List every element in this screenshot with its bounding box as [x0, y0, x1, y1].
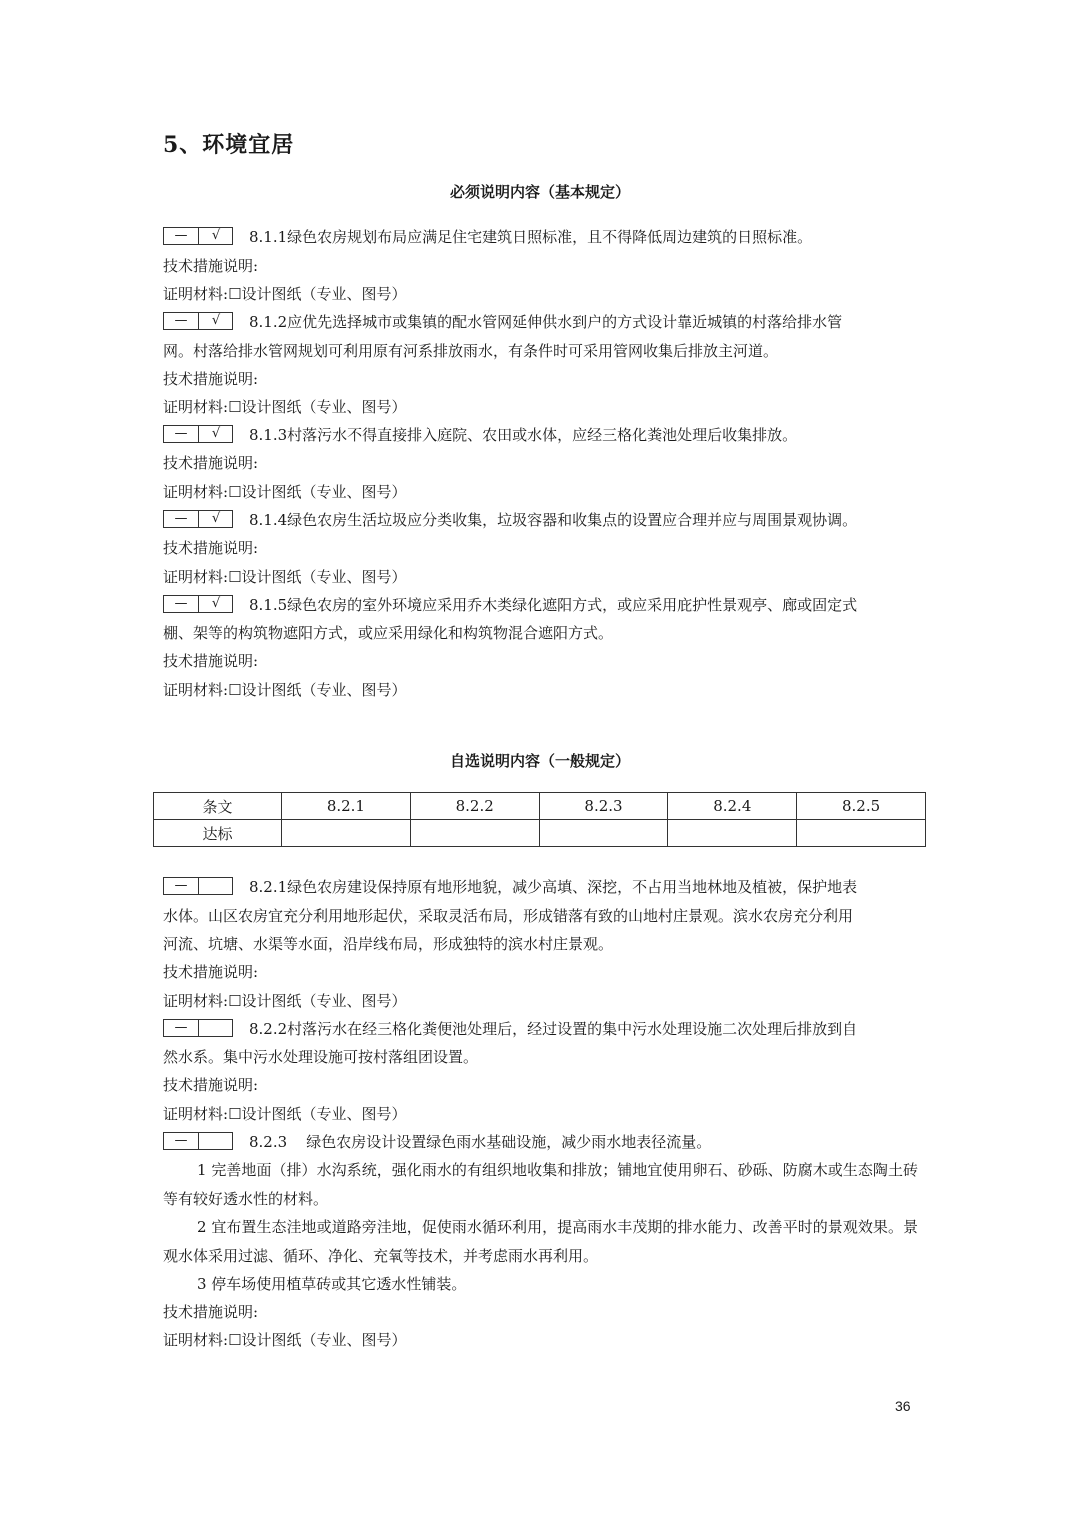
table-cell-empty[interactable] [668, 820, 797, 847]
clause-text: 8.1.3村落污水不得直接排入庭院、农田或水体，应经三格化粪池处理后收集排放。 [249, 426, 798, 444]
dash-mark: — [174, 511, 188, 526]
status-box [163, 1132, 233, 1150]
table-header-clause: 条文 [154, 793, 282, 820]
sub-item-1: 1 完善地面（排）水沟系统，强化雨水的有组织地收集和排放；铺地宜使用卵石、砂砾、防腐木或生态陶土砖等有较好透水性的材料。 [163, 1161, 918, 1208]
proof-materials: 证明材料:☐设计图纸（专业、图号） [163, 568, 407, 586]
status-box [163, 510, 233, 528]
table-cell: 8.2.3 [539, 793, 668, 820]
tech-measures-label: 技术措施说明: [163, 1303, 259, 1321]
clause-text: 8.2.3 绿色农房设计设置绿色雨水基础设施，减少雨水地表径流量。 [249, 1133, 712, 1151]
checkbox-icon[interactable]: ☐ [228, 681, 242, 699]
clause-text-cont: 棚、架等的构筑物遮阳方式，或应采用绿化和构筑物混合遮阳方式。 [163, 624, 614, 642]
status-box [163, 877, 233, 895]
clause-text-cont: 然水系。集中污水处理设施可按村落组团设置。 [163, 1048, 479, 1066]
sub-item-3: 3 停车场使用植草砖或其它透水性铺装。 [197, 1275, 467, 1293]
check-mark: √ [211, 313, 221, 328]
tech-measures-label: 技术措施说明: [163, 370, 259, 388]
sub-item-2: 2 宜布置生态洼地或道路旁洼地，促使雨水循环利用，提高雨水丰茂期的排水能力、改善平时的景观效果。景观水体采用过滤、循环、净化、充氧等技术，并考虑雨水再利用。 [163, 1218, 918, 1265]
status-box [163, 312, 233, 330]
table-row [154, 820, 926, 847]
compliance-table [153, 792, 926, 847]
status-box [163, 1019, 233, 1037]
table-cell-empty[interactable] [282, 820, 411, 847]
table-cell: 8.2.1 [282, 793, 411, 820]
clause-8-1-5 [163, 591, 857, 619]
proof-materials: 证明材料:☐设计图纸（专业、图号） [163, 1331, 407, 1349]
checkbox-icon[interactable]: ☐ [228, 285, 242, 303]
clause-text: 8.1.2应优先选择城市或集镇的配水管网延伸供水到户的方式设计靠近城镇的村落给排水管 [249, 313, 843, 331]
dash-mark: — [174, 426, 188, 441]
dash-mark: — [174, 1133, 188, 1148]
section-heading-general: 自选说明内容（一般规定） [449, 752, 630, 770]
dash-mark: — [174, 596, 188, 611]
check-mark: √ [211, 228, 221, 243]
dash-mark: — [174, 313, 188, 328]
dash-mark: — [174, 228, 188, 243]
clause-text: 8.2.2村落污水在经三格化粪便池处理后，经过设置的集中污水处理设施二次处理后排放到自 [249, 1020, 858, 1038]
clause-8-1-3 [163, 421, 797, 449]
clause-8-2-1 [163, 873, 857, 901]
tech-measures-label: 技术措施说明: [163, 257, 259, 275]
table-cell: 8.2.5 [797, 793, 926, 820]
clause-text-cont: 水体。山区农房宜充分利用地形起伏，采取灵活布局，形成错落有致的山地村庄景观。滨水农房充分利用 [163, 907, 854, 925]
clause-8-2-3 [163, 1128, 711, 1156]
clause-text: 8.1.1绿色农房规划布局应满足住宅建筑日照标准，且不得降低周边建筑的日照标准。 [249, 228, 813, 246]
checkbox-icon[interactable]: ☐ [228, 483, 242, 501]
tech-measures-label: 技术措施说明: [163, 1076, 259, 1094]
clause-text: 8.1.5绿色农房的室外环境应采用乔木类绿化遮阳方式，或应采用庇护性景观亭、廊或固定式 [249, 596, 858, 614]
table-cell: 8.2.2 [410, 793, 539, 820]
check-mark: √ [211, 511, 221, 526]
proof-materials: 证明材料:☐设计图纸（专业、图号） [163, 483, 407, 501]
checkbox-icon[interactable]: ☐ [228, 568, 242, 586]
checkbox-icon[interactable]: ☐ [228, 1105, 242, 1123]
clause-8-2-2 [163, 1015, 857, 1043]
status-box [163, 595, 233, 613]
status-box [163, 227, 233, 245]
proof-materials: 证明材料:☐设计图纸（专业、图号） [163, 681, 407, 699]
clause-8-1-4 [163, 506, 857, 534]
proof-materials: 证明材料:☐设计图纸（专业、图号） [163, 398, 407, 416]
proof-materials: 证明材料:☐设计图纸（专业、图号） [163, 285, 407, 303]
table-cell-empty[interactable] [539, 820, 668, 847]
checkbox-icon[interactable]: ☐ [228, 992, 242, 1010]
proof-materials: 证明材料:☐设计图纸（专业、图号） [163, 1105, 407, 1123]
section-heading-basic: 必须说明内容（基本规定） [449, 183, 630, 201]
clause-text: 8.1.4绿色农房生活垃圾应分类收集，垃圾容器和收集点的设置应合理并应与周围景观协调。 [249, 511, 858, 529]
status-box [163, 425, 233, 443]
page-title: 5、环境宜居 [163, 132, 295, 158]
table-cell: 8.2.4 [668, 793, 797, 820]
tech-measures-label: 技术措施说明: [163, 963, 259, 981]
clause-text-cont: 网。村落给排水管网规划可利用原有河系排放雨水，有条件时可采用管网收集后排放主河道。 [163, 342, 779, 360]
table-row [154, 793, 926, 820]
checkbox-icon[interactable]: ☐ [228, 398, 242, 416]
proof-materials: 证明材料:☐设计图纸（专业、图号） [163, 992, 407, 1010]
check-mark: √ [211, 426, 221, 441]
tech-measures-label: 技术措施说明: [163, 652, 259, 670]
dash-mark: — [174, 1020, 188, 1035]
clause-8-1-2 [163, 308, 842, 336]
checkbox-icon[interactable]: ☐ [228, 1331, 242, 1349]
page-number: 36 [895, 1398, 911, 1414]
clause-text: 8.2.1绿色农房建设保持原有地形地貌，减少高填、深挖，不占用当地林地及植被，保护地表 [249, 878, 858, 896]
clause-8-1-1 [163, 223, 812, 251]
tech-measures-label: 技术措施说明: [163, 539, 259, 557]
table-header-compliance: 达标 [154, 820, 282, 847]
table-cell-empty[interactable] [410, 820, 539, 847]
clause-text-cont: 河流、坑塘、水渠等水面，沿岸线布局，形成独特的滨水村庄景观。 [163, 935, 614, 953]
table-cell-empty[interactable] [797, 820, 926, 847]
dash-mark: — [174, 878, 188, 893]
tech-measures-label: 技术措施说明: [163, 454, 259, 472]
check-mark: √ [211, 596, 221, 611]
